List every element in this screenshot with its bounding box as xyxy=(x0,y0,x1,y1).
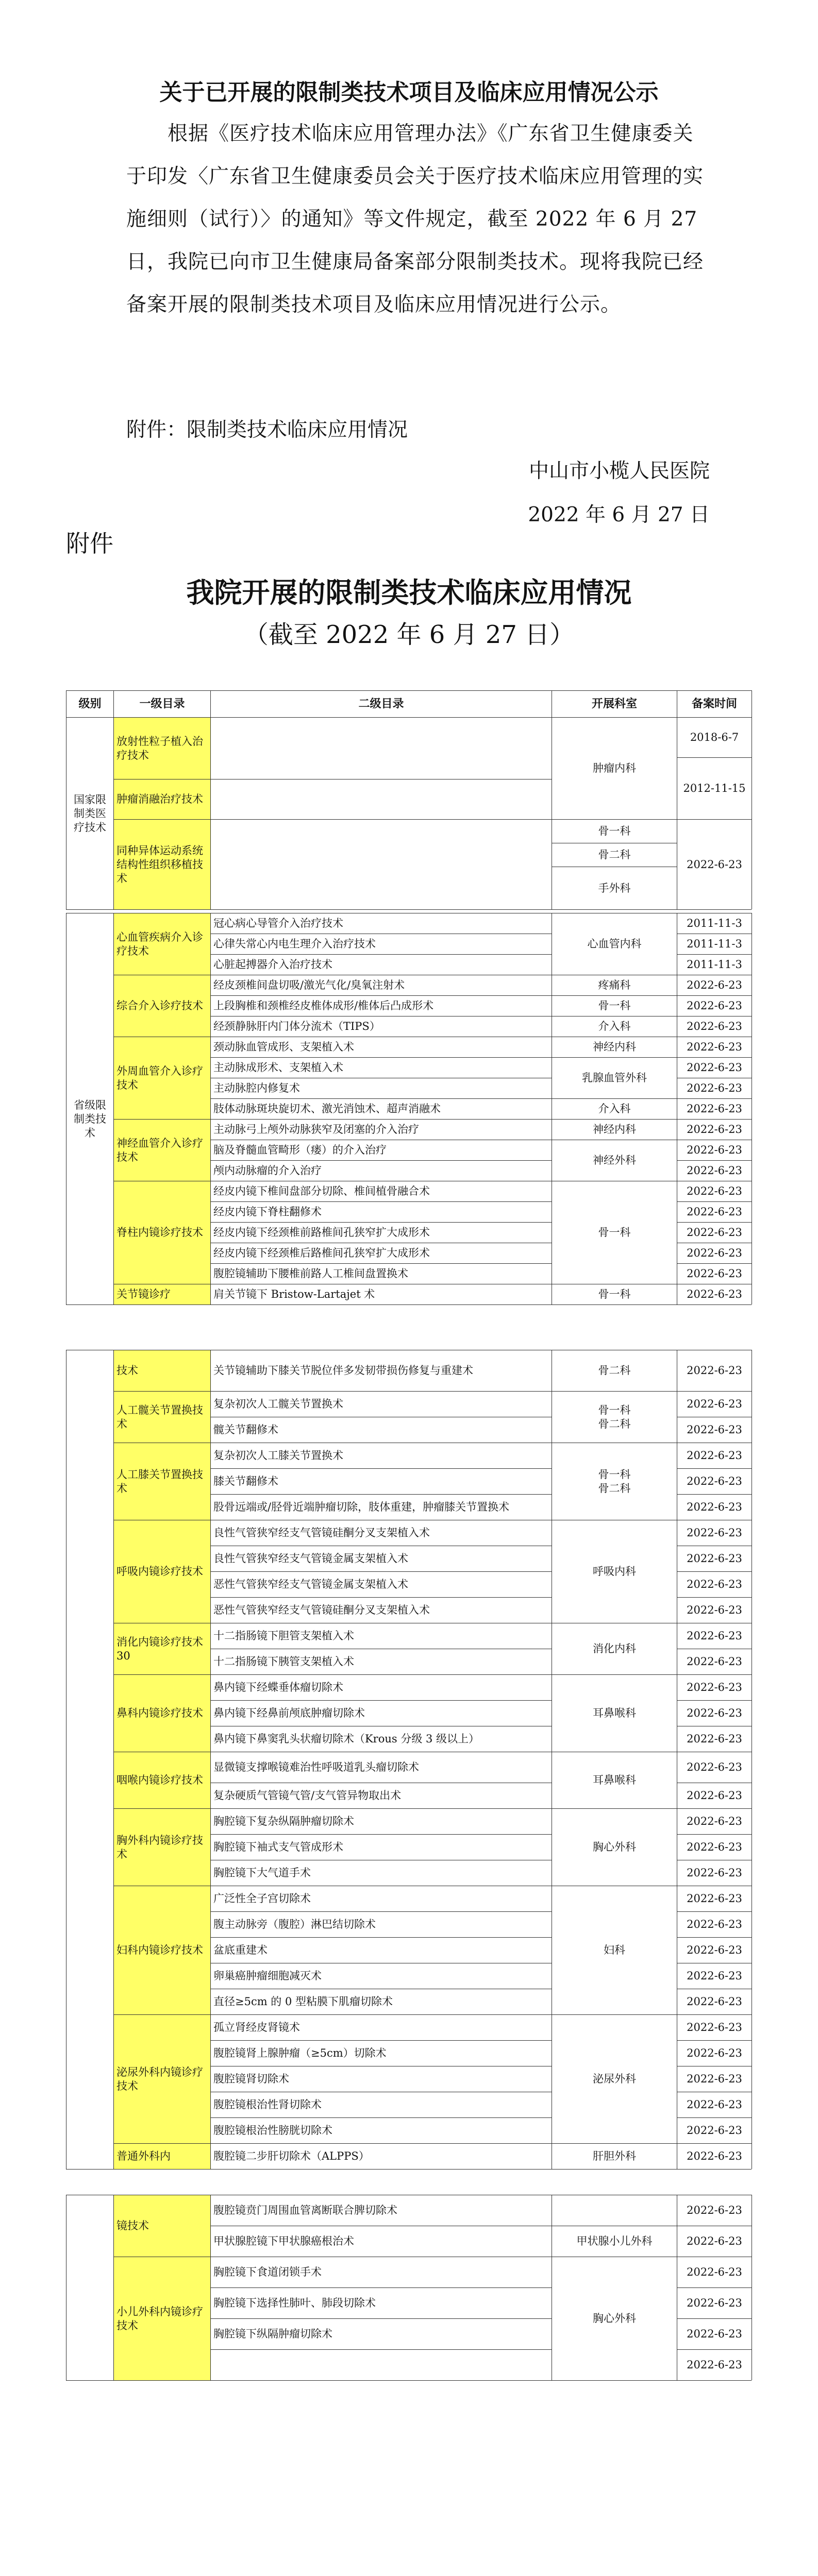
table-rule xyxy=(210,1098,552,1099)
level2-item: 股骨远端或/胫骨近端肿瘤切除，肢体重建，肿瘤膝关节置换术 xyxy=(213,1501,510,1513)
filing-date-cell: 2022-6-23 xyxy=(687,1103,742,1115)
table-rule xyxy=(210,2349,552,2350)
level2-item: 广泛性全子宫切除术 xyxy=(213,1892,311,1905)
table-rule xyxy=(210,1808,552,1809)
table-rule xyxy=(677,1674,752,1675)
department-cell: 介入科 xyxy=(598,1103,631,1115)
table-rule xyxy=(210,2040,552,2041)
table-rule xyxy=(677,1700,752,1701)
level2-item: 腹腔镜辅助下腰椎前路人工椎间盘置换术 xyxy=(213,1267,408,1280)
table-rule xyxy=(677,1119,752,1120)
table-rule xyxy=(113,2195,114,2380)
table-rule xyxy=(210,2143,552,2144)
level2-item: 盆底重建术 xyxy=(213,1944,268,1956)
level2-item: 腹腔镜肾上腺肿瘤（≥5cm）切除术 xyxy=(213,2047,387,2059)
level2-item: 心脏起搏器介入治疗技术 xyxy=(213,958,332,971)
filing-date-cell: 2022-6-23 xyxy=(687,1423,742,1436)
level1-item: 小儿外科内镜诊疗技术 xyxy=(114,2257,210,2380)
level2-item: 鼻内镜下经鼻前颅底肿瘤切除术 xyxy=(213,1707,365,1719)
filing-date-cell: 2022-6-23 xyxy=(687,1995,742,2008)
level1-item: 妇科内镜诊疗技术 xyxy=(114,1886,210,2014)
level1-item: 关节镜诊疗 xyxy=(114,1284,210,1304)
level2-item: 胸腔镜下纵隔肿瘤切除术 xyxy=(213,2328,332,2340)
department-cell: 呼吸内科 xyxy=(593,1565,636,1578)
table-rule xyxy=(677,1222,752,1223)
table-rule xyxy=(677,2143,752,2144)
level2-item: 显微镜支撑喉镜难治性呼吸道乳头瘤切除术 xyxy=(213,1761,419,1773)
department-cell: 乳腺血管外科 xyxy=(582,1072,647,1084)
level2-item: 经皮内镜下椎间盘部分切除、椎间植骨融合术 xyxy=(213,1185,430,1197)
filing-date-cell: 2022-6-23 xyxy=(687,2204,742,2216)
notice-attachment: 附件：限制类技术临床应用情况 xyxy=(126,418,408,442)
filing-date-cell: 2011-11-3 xyxy=(687,917,742,929)
level2-item: 十二指肠镜下胰管支架植入术 xyxy=(213,1655,354,1668)
filing-date-cell: 2022-6-23 xyxy=(687,1892,742,1905)
filing-date-cell: 2022-6-23 xyxy=(687,1604,742,1616)
filing-date-cell: 2022-6-23 xyxy=(687,1841,742,1853)
filing-date-cell: 2022-6-23 xyxy=(687,1681,742,1693)
filing-date-cell: 2022-6-23 xyxy=(687,1185,742,1197)
department-cell: 泌尿外科 xyxy=(593,2073,636,2085)
table-rule xyxy=(552,995,677,996)
filing-date-cell: 2022-6-23 xyxy=(687,1288,742,1300)
header-department: 开展科室 xyxy=(591,697,637,710)
category-blank xyxy=(66,2195,113,2380)
department-cell: 神经外科 xyxy=(593,1154,636,1166)
department-cell: 胸心外科 xyxy=(593,1841,636,1853)
category-provincial: 省级限制类技术 xyxy=(74,1099,106,1139)
level1-item: 肿瘤消融治疗技术 xyxy=(114,779,210,819)
department-cell: 骨一科 骨二科 xyxy=(598,1403,631,1430)
department-cell: 神经内科 xyxy=(593,1123,636,1136)
level2-item: 良性气管狭窄经支气管镜金属支架植入术 xyxy=(213,1552,408,1565)
level2-item: 冠心病心导管介入治疗技术 xyxy=(213,917,343,929)
table-rule xyxy=(677,1263,752,1264)
filing-date-cell: 2022-6-23 xyxy=(687,1041,742,1053)
level2-item: 孤立肾经皮肾镜术 xyxy=(213,2021,300,2033)
table-rule xyxy=(113,1674,210,1675)
filing-date-cell: 2022-6-23 xyxy=(687,1164,742,1177)
filing-date-cell: 2022-6-23 xyxy=(687,2297,742,2309)
filing-date-cell: 2018-6-7 xyxy=(690,731,739,743)
department-cell: 胸心外科 xyxy=(593,2312,636,2325)
level2-item: 经皮内镜下脊柱翻修术 xyxy=(213,1206,322,1218)
level1-item: 同种异体运动系统结构性组织移植技术 xyxy=(114,820,210,909)
level1-item: 技术 xyxy=(114,1350,210,1391)
table-rule xyxy=(552,2014,677,2015)
table-rule xyxy=(210,2014,552,2015)
table-rule xyxy=(677,2117,752,2118)
level2-item: 腹腔镜根治性肾切除术 xyxy=(213,2098,322,2111)
department-cell: 骨一科 xyxy=(598,1226,631,1239)
level2-item: 主动脉弓上颅外动脉狭窄及闭塞的介入治疗 xyxy=(213,1123,419,1136)
department-cell: 肿瘤内科 xyxy=(593,762,636,774)
table-rule xyxy=(677,2287,752,2288)
table-subtitle: （截至 2022 年 6 月 27 日） xyxy=(243,620,575,649)
level2-item: 经皮内镜下经颈椎前路椎间孔狭窄扩大成形术 xyxy=(213,1226,430,1239)
level2-item: 良性气管狭窄经支气管镜硅酮分叉支架植入术 xyxy=(213,1527,430,1539)
header-category: 级别 xyxy=(78,697,102,710)
table-rule xyxy=(677,1201,752,1202)
level2-item xyxy=(211,2350,552,2380)
category-blank xyxy=(66,1350,113,2169)
appendix-label: 附件 xyxy=(66,530,113,557)
table-rule xyxy=(677,995,752,996)
level2-item: 复杂初次人工髋关节置换术 xyxy=(213,1398,343,1410)
table-rule xyxy=(677,757,752,758)
table-rule xyxy=(210,1119,552,1120)
table-rule xyxy=(210,1057,552,1058)
level1-item: 咽喉内镜诊疗技术 xyxy=(114,1752,210,1808)
filing-date-cell: 2022-6-23 xyxy=(687,1707,742,1719)
level1-item: 放射性粒子植入治疗技术 xyxy=(114,718,210,779)
table-rule xyxy=(210,1494,552,1495)
department-cell: 耳鼻喉科 xyxy=(593,1774,636,1786)
department-cell: 骨一科 xyxy=(598,1288,631,1300)
department-cell: 手外科 xyxy=(598,882,631,894)
table-rule xyxy=(113,819,752,820)
table-rule xyxy=(677,1098,752,1099)
filing-date-cell: 2022-6-23 xyxy=(687,1761,742,1773)
level2-item: 经颈静脉肝内门体分流术（TIPS） xyxy=(213,1020,380,1032)
filing-date-cell: 2022-6-23 xyxy=(687,1578,742,1590)
department-cell: 神经内科 xyxy=(593,1041,636,1053)
department-cell: 妇科 xyxy=(604,1944,625,1956)
filing-date-cell: 2022-6-23 xyxy=(687,1655,742,1668)
level1-item: 消化内镜诊疗技术 30 xyxy=(114,1623,210,1674)
level2-item: 甲状腺腔镜下甲状腺癌根治术 xyxy=(213,2235,354,2247)
level2-item: 腹腔镜二步肝切除术（ALPPS） xyxy=(213,2150,370,2162)
table-rule xyxy=(677,1468,752,1469)
table-rule xyxy=(66,2169,752,2170)
table-rule xyxy=(66,909,752,910)
filing-date-cell: 2022-6-23 xyxy=(687,1918,742,1930)
level2-item: 脑及脊髓血管畸形（瘘）的介入治疗 xyxy=(213,1144,387,1156)
table-rule xyxy=(677,1494,752,1495)
level2-item: 肩关节镜下 Bristow-Lartajet 术 xyxy=(213,1288,375,1300)
table-rule xyxy=(552,1119,677,1120)
table-rule xyxy=(677,954,752,955)
table-rule xyxy=(552,1674,677,1675)
table-rule xyxy=(677,2318,752,2319)
category-national: 国家限制类医疗技术 xyxy=(74,793,106,834)
filing-date-cell: 2022-6-23 xyxy=(687,2235,742,2247)
notice-title: 关于已开展的限制类技术项目及临床应用情况公示 xyxy=(159,79,659,106)
table-rule xyxy=(552,2143,677,2144)
level2-item: 胸腔镜下复杂纵隔肿瘤切除术 xyxy=(213,1815,354,1827)
table-rule xyxy=(113,2014,210,2015)
department-cell: 甲状腺小儿外科 xyxy=(576,2235,653,2247)
filing-date-cell: 2022-6-23 xyxy=(687,2150,742,2162)
filing-date-cell: 2022-6-23 xyxy=(687,2098,742,2111)
filing-date-cell: 2022-6-23 xyxy=(687,1501,742,1513)
table-rule xyxy=(113,1808,210,1809)
notice-date: 2022 年 6 月 27 日 xyxy=(528,503,710,527)
table-rule xyxy=(66,717,752,718)
table-rule xyxy=(66,1304,752,1305)
level2-item: 腹主动脉旁（腹腔）淋巴结切除术 xyxy=(213,1918,376,1930)
level2-item: 经皮颈椎间盘切吸/激光气化/臭氧注射术 xyxy=(213,979,405,991)
level1-item: 泌尿外科内镜诊疗技术 xyxy=(114,2015,210,2143)
filing-date-cell: 2022-6-23 xyxy=(687,2124,742,2137)
level1-item: 神经血管介入诊疗技术 xyxy=(114,1120,210,1181)
notice-organization: 中山市小榄人民医院 xyxy=(528,460,710,483)
level2-item: 复杂硬质气管镜气管/支气管异物取出术 xyxy=(213,1789,402,1802)
table-rule xyxy=(677,2014,752,2015)
department-cell: 心血管内科 xyxy=(587,938,642,950)
department-cell: 骨二科 xyxy=(598,1364,631,1377)
level2-item: 鼻内镜下鼻窦乳头状瘤切除术（Krous 分级 3 级以上） xyxy=(213,1733,480,1745)
filing-date-cell: 2022-6-23 xyxy=(687,1789,742,1802)
level2-item: 主动脉成形术、支架植入术 xyxy=(213,1061,343,1074)
filing-date-cell: 2022-6-23 xyxy=(687,1020,742,1032)
filing-date-cell: 2022-6-23 xyxy=(687,1970,742,1982)
level2-item: 腹腔镜肾切除术 xyxy=(213,2073,289,2085)
table-rule xyxy=(677,1808,752,1809)
level1-item: 人工膝关节置换技术 xyxy=(114,1443,210,1520)
filing-date-cell: 2022-6-23 xyxy=(687,2359,742,2371)
table-rule xyxy=(677,1391,752,1392)
filing-date-cell: 2022-6-23 xyxy=(687,1527,742,1539)
department-cell: 骨一科 xyxy=(598,825,631,837)
table-rule xyxy=(552,1808,677,1809)
level2-item: 肢体动脉斑块旋切术、激光消蚀术、超声消融术 xyxy=(213,1103,441,1115)
department-blank xyxy=(552,2195,677,2226)
filing-date-cell: 2022-6-23 xyxy=(687,858,742,871)
filing-date-cell: 2022-6-23 xyxy=(687,1123,742,1136)
header-filing-date: 备案时间 xyxy=(691,697,737,710)
filing-date-cell: 2022-6-23 xyxy=(687,1630,742,1642)
level1-item: 人工髋关节置换技术 xyxy=(114,1392,210,1443)
table-rule xyxy=(677,1834,752,1835)
table-rule xyxy=(210,1468,552,1469)
table-rule xyxy=(210,954,552,955)
table-rule xyxy=(66,690,752,691)
table-rule xyxy=(677,1160,752,1161)
filing-date-cell: 2022-6-23 xyxy=(687,2328,742,2340)
filing-date-cell: 2011-11-3 xyxy=(687,958,742,971)
table-rule xyxy=(210,913,211,1304)
level1-item: 呼吸内镜诊疗技术 xyxy=(114,1520,210,1623)
level2-item: 膝关节翻修术 xyxy=(213,1475,278,1487)
table-rule xyxy=(210,1937,552,1938)
table-rule xyxy=(210,2195,211,2380)
table-rule xyxy=(210,1571,552,1572)
filing-date-cell: 2011-11-3 xyxy=(687,938,742,950)
level2-item: 恶性气管狭窄经支气管镜金属支架植入术 xyxy=(213,1578,408,1590)
level1-item: 心血管疾病介入诊疗技术 xyxy=(114,913,210,975)
department-cell: 骨一科 骨二科 xyxy=(598,1468,631,1495)
table-rule xyxy=(210,1350,211,2169)
table-rule xyxy=(210,1911,552,1912)
table-rule xyxy=(113,2143,210,2144)
level2-item: 胸腔镜下选择性肺叶、肺段切除术 xyxy=(213,2297,376,2309)
level2-item: 胸腔镜下食道闭锁手术 xyxy=(213,2266,322,2278)
filing-date-cell: 2022-6-23 xyxy=(687,999,742,1012)
header-level2: 二级目录 xyxy=(358,697,404,710)
table-title: 我院开展的限制类技术临床应用情况 xyxy=(186,576,632,609)
level2-empty xyxy=(211,820,552,909)
table-rule xyxy=(677,1937,752,1938)
filing-date-cell: 2022-6-23 xyxy=(687,1552,742,1565)
filing-date-cell: 2022-6-23 xyxy=(687,1944,742,1956)
department-cell: 耳鼻喉科 xyxy=(593,1707,636,1719)
level1-item: 综合介入诊疗技术 xyxy=(114,975,210,1037)
level2-item: 腹腔镜贲门周围血管离断联合脾切除术 xyxy=(213,2204,397,2216)
filing-date-cell: 2022-6-23 xyxy=(687,2073,742,2085)
level2-item: 上段胸椎和颈椎经皮椎体成形/椎体后凸成形术 xyxy=(213,999,434,1012)
table-rule xyxy=(677,1571,752,1572)
level2-item: 心律失常心内电生理介入治疗技术 xyxy=(213,938,376,950)
table-rule xyxy=(210,1391,552,1392)
table-rule xyxy=(113,1391,210,1392)
level1-item: 脊柱内镜诊疗技术 xyxy=(114,1181,210,1284)
level2-item: 主动脉腔内修复术 xyxy=(213,1082,300,1094)
level1-item: 普通外科内 xyxy=(114,2144,210,2169)
filing-date-cell: 2022-6-23 xyxy=(687,1206,742,1218)
table-rule xyxy=(210,2117,552,2118)
filing-date-cell: 2022-6-23 xyxy=(687,1475,742,1487)
notice-body: 根据《医疗技术临床应用管理办法》《广东省卫生健康委关于印发〈广东省卫生健康委员会关于医疗技术临床应用管理的实施细则（试行）〉的通知》等文件规定，截至 2022 年 6 月 27 日，我院已向市卫生健康局备案部分限制类技术。现将我院已经备案开展的限制类技术项目及临床应用情况进行公示。 xyxy=(126,122,704,316)
department-cell: 介入科 xyxy=(598,1020,631,1032)
table-rule xyxy=(677,1597,752,1598)
table-rule xyxy=(552,1391,677,1392)
level2-item: 经皮内镜下经颈椎后路椎间孔狭窄扩大成形术 xyxy=(213,1247,430,1259)
filing-date-cell: 2012-11-15 xyxy=(683,782,746,794)
table-rule xyxy=(113,1350,114,2169)
table-rule xyxy=(677,1057,752,1058)
level1-item: 鼻科内镜诊疗技术 xyxy=(114,1675,210,1752)
table-rule xyxy=(210,1674,552,1675)
filing-date-cell: 2022-6-23 xyxy=(687,1247,742,1259)
filing-date-cell: 2022-6-23 xyxy=(687,1226,742,1239)
level2-item: 复杂初次人工膝关节置换术 xyxy=(213,1449,343,1462)
filing-date-cell: 2022-6-23 xyxy=(687,1267,742,1280)
level2-item: 颈动脉血管成形、支架植入术 xyxy=(213,1041,354,1053)
table-rule xyxy=(210,1834,552,1835)
table-rule xyxy=(552,1098,677,1099)
department-cell: 疼痛科 xyxy=(598,979,631,991)
table-rule xyxy=(210,2287,552,2288)
table-rule xyxy=(113,1119,210,1120)
filing-date-cell: 2022-6-23 xyxy=(687,1061,742,1074)
department-cell: 消化内科 xyxy=(593,1642,636,1655)
table-rule xyxy=(210,1700,552,1701)
header-level1: 一级目录 xyxy=(139,697,185,710)
table-rule xyxy=(677,2040,752,2041)
level2-item: 鼻内镜下经蝶垂体瘤切除术 xyxy=(213,1681,343,1693)
table-rule xyxy=(552,1057,677,1058)
table-rule xyxy=(113,690,114,909)
filing-date-cell: 2022-6-23 xyxy=(687,1144,742,1156)
table-rule xyxy=(210,2318,552,2319)
table-rule xyxy=(677,2349,752,2350)
table-rule xyxy=(210,995,552,996)
level2-empty xyxy=(211,718,552,819)
level1-item: 镜技术 xyxy=(114,2195,210,2257)
filing-date-cell: 2022-6-23 xyxy=(687,2266,742,2278)
filing-date-cell: 2022-6-23 xyxy=(687,1398,742,1410)
filing-date-cell: 2022-6-23 xyxy=(687,2021,742,2033)
level2-item: 直径≥5cm 的 0 型粘膜下肌瘤切除术 xyxy=(213,1995,393,2008)
level2-item: 卵巢癌肿瘤细胞减灭术 xyxy=(213,1970,322,1982)
table-rule xyxy=(66,2380,752,2381)
level1-item: 外周血管介入诊疗技术 xyxy=(114,1037,210,1119)
level2-item: 关节镜辅助下膝关节脱位伴多发韧带损伤修复与重建术 xyxy=(213,1364,473,1377)
department-cell: 骨二科 xyxy=(598,849,631,861)
table-rule xyxy=(677,1911,752,1912)
table-rule xyxy=(210,1597,552,1598)
department-cell: 骨一科 xyxy=(598,999,631,1012)
level2-item: 十二指肠镜下胆管支架植入术 xyxy=(213,1630,354,1642)
table-rule xyxy=(113,913,114,1304)
level1-item: 胸外科内镜诊疗技术 xyxy=(114,1809,210,1886)
department-cell: 肝胆外科 xyxy=(593,2150,636,2162)
filing-date-cell: 2022-6-23 xyxy=(687,2047,742,2059)
filing-date-cell: 2022-6-23 xyxy=(687,1733,742,1745)
table-rule xyxy=(210,1201,552,1202)
filing-date-cell: 2022-6-23 xyxy=(687,1364,742,1377)
level2-item: 胸腔镜下袖式支气管成形术 xyxy=(213,1841,343,1853)
filing-date-cell: 2022-6-23 xyxy=(687,1082,742,1094)
level2-item: 恶性气管狭窄经支气管镜硅酮分叉支架植入术 xyxy=(213,1604,430,1616)
table-rule xyxy=(210,1222,552,1223)
filing-date-cell: 2022-6-23 xyxy=(687,1815,742,1827)
table-rule xyxy=(210,1263,552,1264)
level2-item: 腹腔镜根治性膀胱切除术 xyxy=(213,2124,332,2137)
table-rule xyxy=(210,1160,552,1161)
filing-date-cell: 2022-6-23 xyxy=(687,979,742,991)
table-rule xyxy=(210,690,211,909)
filing-date-cell: 2022-6-23 xyxy=(687,1449,742,1462)
level2-item: 胸腔镜下大气道手术 xyxy=(213,1867,311,1879)
level2-item: 颅内动脉瘤的介入治疗 xyxy=(213,1164,322,1177)
filing-date-cell: 2022-6-23 xyxy=(687,1867,742,1879)
level2-item: 髋关节翻修术 xyxy=(213,1423,278,1436)
